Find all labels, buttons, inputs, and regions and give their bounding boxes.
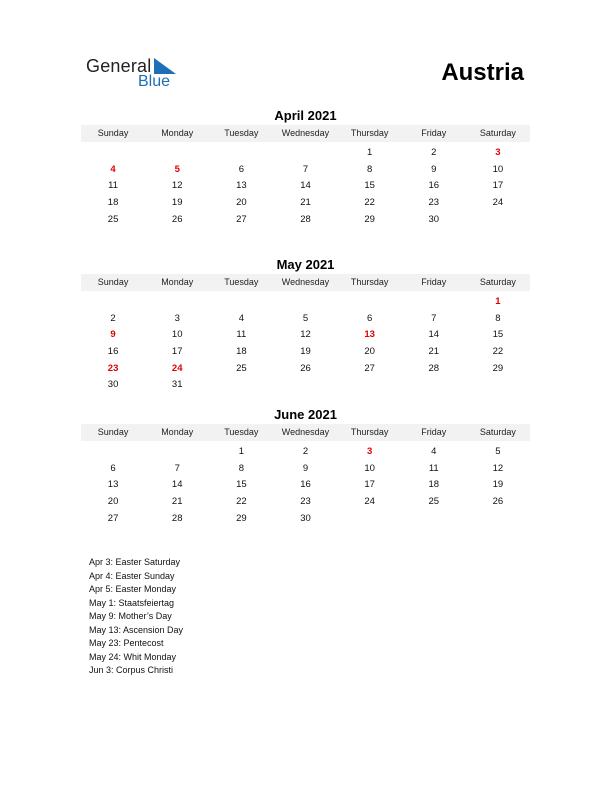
week-row [81, 212, 530, 229]
day-cell: 23 [428, 197, 440, 209]
holiday-list-item: May 23: Pentecost [89, 638, 164, 648]
day-cell: 25 [107, 213, 119, 225]
empty-day-cell [273, 294, 337, 311]
week-row [81, 361, 530, 378]
empty-day-cell [209, 145, 273, 162]
week-row [81, 461, 530, 478]
holiday-list-item: Apr 3: Easter Saturday [89, 557, 181, 567]
day-cell: 29 [492, 362, 504, 374]
week-row [81, 327, 530, 344]
weekday-label: Thursday [350, 427, 389, 437]
holiday-list-item: Apr 5: Easter Monday [89, 584, 177, 594]
day-cell: 18 [107, 197, 119, 209]
day-cell: 4 [238, 312, 244, 324]
day-cell: 21 [171, 496, 183, 508]
day-cell: 28 [428, 362, 440, 374]
day-cell: 5 [495, 446, 501, 457]
holiday-day-cell: 5 [174, 163, 180, 175]
day-cell: 4 [431, 446, 437, 457]
month-grid [81, 145, 530, 228]
empty-day-cell [402, 294, 466, 311]
week-row [81, 494, 530, 511]
month-may [81, 256, 530, 394]
empty-day-cell [402, 511, 466, 528]
empty-day-cell [81, 294, 145, 311]
day-cell: 5 [302, 312, 309, 324]
empty-day-cell [402, 377, 466, 394]
day-cell: 18 [236, 346, 247, 358]
holiday-list-item: Apr 4: Easter Sunday [89, 570, 175, 581]
weekday-header [81, 125, 530, 142]
day-cell: 12 [171, 180, 183, 192]
day-cell: 28 [171, 512, 183, 524]
day-cell: 17 [171, 346, 183, 358]
weekday-label: Friday [421, 427, 447, 437]
holiday-day-cell: 13 [364, 329, 375, 341]
empty-day-cell [145, 145, 209, 162]
week-row [81, 178, 530, 195]
logo-text-blue: Blue [138, 73, 171, 90]
empty-day-cell [273, 377, 337, 394]
weekday-label: Tuesday [224, 128, 259, 138]
weekday-label: Tuesday [224, 277, 259, 287]
logo-triangle-icon [154, 58, 176, 74]
day-cell: 16 [428, 180, 440, 192]
empty-day-cell [466, 212, 530, 229]
holiday-day-cell: 1 [495, 296, 501, 307]
day-cell: 30 [107, 379, 119, 391]
empty-day-cell [466, 511, 530, 528]
day-cell: 8 [238, 462, 244, 474]
day-cell: 19 [171, 197, 183, 209]
day-cell: 10 [492, 163, 504, 175]
holiday-day-cell: 9 [110, 329, 116, 341]
day-cell: 30 [428, 213, 440, 225]
weekday-header [81, 424, 530, 441]
holiday-day-cell: 3 [366, 446, 373, 457]
month-grid [81, 444, 530, 527]
day-cell: 22 [236, 496, 247, 508]
month-title: June 2021 [274, 407, 337, 422]
day-cell: 6 [110, 462, 116, 474]
week-row [81, 162, 530, 179]
day-cell: 14 [300, 180, 311, 192]
holiday-day-cell: 4 [110, 163, 116, 175]
day-cell: 26 [171, 213, 183, 225]
day-cell: 7 [174, 462, 180, 474]
day-cell: 30 [300, 512, 311, 524]
month-title: May 2021 [276, 257, 335, 272]
day-cell: 21 [428, 346, 440, 358]
day-cell: 21 [300, 197, 311, 209]
week-row [81, 344, 530, 361]
month-april [81, 107, 530, 228]
day-cell: 13 [236, 180, 247, 192]
day-cell: 27 [364, 362, 375, 374]
weekday-label: Saturday [479, 128, 516, 138]
day-cell: 16 [107, 346, 119, 358]
weekday-label: Wednesday [281, 427, 330, 437]
day-cell: 15 [236, 479, 247, 491]
day-cell: 8 [366, 163, 373, 175]
empty-day-cell [338, 511, 402, 528]
day-cell: 14 [171, 479, 183, 491]
empty-day-cell [209, 377, 273, 394]
day-cell: 20 [236, 197, 247, 209]
day-cell: 2 [431, 147, 437, 158]
day-cell: 6 [366, 312, 373, 324]
weekday-label: Sunday [97, 427, 129, 437]
day-cell: 19 [300, 346, 311, 358]
holiday-day-cell: 23 [107, 362, 119, 374]
holiday-list-item: May 1: Staatsfeiertag [89, 597, 175, 608]
day-cell: 25 [428, 496, 440, 508]
weekday-label: Wednesday [281, 128, 330, 138]
day-cell: 23 [300, 496, 311, 508]
day-cell: 24 [364, 496, 375, 508]
day-cell: 29 [364, 213, 375, 225]
day-cell: 22 [492, 346, 504, 358]
weekday-label: Friday [421, 128, 447, 138]
week-row [81, 377, 530, 394]
day-cell: 9 [431, 163, 437, 175]
day-cell: 19 [492, 479, 504, 491]
day-cell: 2 [110, 312, 116, 324]
day-cell: 9 [302, 462, 309, 474]
day-cell: 11 [236, 329, 247, 341]
day-cell: 11 [428, 462, 439, 474]
empty-day-cell [145, 444, 209, 461]
day-cell: 11 [108, 180, 118, 192]
day-cell: 24 [492, 197, 504, 209]
day-cell: 13 [107, 479, 119, 491]
weekday-header [81, 274, 530, 291]
week-row [81, 477, 530, 494]
weekday-label: Thursday [350, 277, 389, 287]
weekday-label: Wednesday [281, 277, 330, 287]
empty-day-cell [466, 377, 530, 394]
day-cell: 16 [300, 479, 311, 491]
weekday-label: Saturday [479, 277, 516, 287]
day-cell: 17 [364, 479, 375, 491]
weekday-label: Thursday [350, 128, 389, 138]
day-cell: 20 [107, 496, 119, 508]
empty-day-cell [209, 294, 273, 311]
day-cell: 8 [495, 312, 501, 324]
day-cell: 20 [364, 346, 375, 358]
day-cell: 29 [236, 512, 247, 524]
holiday-list-item: May 9: Mother’s Day [89, 611, 172, 621]
empty-day-cell [81, 444, 145, 461]
day-cell: 12 [492, 462, 504, 474]
weekday-label: Saturday [479, 427, 516, 437]
day-cell: 1 [238, 446, 244, 457]
weekday-label: Sunday [97, 128, 129, 138]
week-row [81, 294, 530, 311]
weekday-label: Monday [161, 128, 194, 138]
month-grid [81, 294, 530, 394]
empty-day-cell [338, 294, 402, 311]
day-cell: 7 [431, 312, 437, 324]
day-cell: 26 [492, 496, 504, 508]
holiday-list-item: May 24: Whit Monday [89, 651, 177, 662]
day-cell: 6 [238, 163, 244, 175]
week-row [81, 444, 530, 461]
week-row [81, 511, 530, 528]
day-cell: 22 [364, 197, 375, 209]
weekday-label: Monday [161, 427, 194, 437]
day-cell: 27 [107, 512, 119, 524]
day-cell: 15 [364, 180, 375, 192]
day-cell: 17 [492, 180, 504, 192]
month-june [81, 406, 530, 527]
day-cell: 3 [174, 312, 180, 324]
week-row [81, 145, 530, 162]
day-cell: 7 [302, 163, 309, 175]
logo-text-general: General [86, 56, 152, 76]
holiday-day-cell: 24 [171, 362, 183, 374]
month-title: April 2021 [274, 108, 337, 123]
day-cell: 2 [302, 446, 309, 457]
weekday-label: Monday [161, 277, 194, 287]
day-cell: 31 [171, 379, 183, 391]
day-cell: 28 [300, 213, 311, 225]
day-cell: 14 [428, 329, 440, 341]
empty-day-cell [145, 294, 209, 311]
day-cell: 18 [428, 479, 440, 491]
day-cell: 27 [236, 213, 247, 225]
weekday-label: Tuesday [224, 427, 259, 437]
week-row [81, 195, 530, 212]
day-cell: 10 [171, 329, 183, 341]
country-title: Austria [441, 59, 524, 86]
empty-day-cell [338, 377, 402, 394]
holiday-list-item: Jun 3: Corpus Christi [89, 665, 174, 675]
empty-day-cell [273, 145, 337, 162]
week-row [81, 311, 530, 328]
day-cell: 10 [364, 462, 375, 474]
brand-logo [86, 56, 196, 92]
day-cell: 26 [300, 362, 311, 374]
day-cell: 25 [236, 362, 247, 374]
weekday-label: Sunday [97, 277, 129, 287]
empty-day-cell [81, 145, 145, 162]
holiday-day-cell: 3 [495, 147, 501, 158]
day-cell: 12 [300, 329, 311, 341]
day-cell: 1 [366, 147, 373, 158]
holiday-list-item: May 13: Ascension Day [89, 624, 184, 635]
day-cell: 15 [492, 329, 504, 341]
holiday-list [89, 556, 183, 678]
weekday-label: Friday [421, 277, 447, 287]
